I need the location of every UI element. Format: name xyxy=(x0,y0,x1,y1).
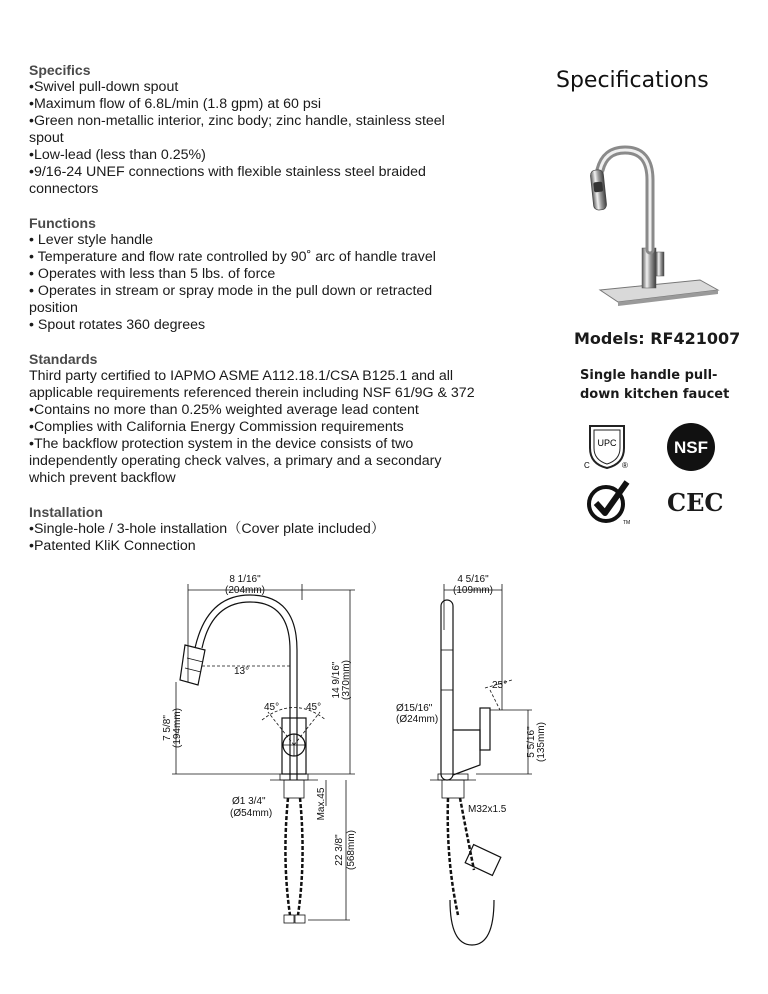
dim-angle-side: 25° xyxy=(492,680,508,691)
functions-title: Functions xyxy=(29,215,96,231)
dim-hose-length-mm: (568mm) xyxy=(346,829,357,871)
standards-line: •The backflow protection system in the device consists of two xyxy=(29,436,414,452)
specifics-line: •Green non-metallic interior, zinc body; zinc handle, stainless steel xyxy=(29,113,445,129)
specifics-line: connectors xyxy=(29,181,99,197)
functions-line: • Temperature and flow rate controlled by 90˚ arc of handle travel xyxy=(29,249,436,265)
specifics-line: •Swivel pull-down spout xyxy=(29,79,179,95)
checkmark-certification-icon xyxy=(585,478,633,526)
upc-logo xyxy=(582,422,632,472)
functions-line: • Operates with less than 5 lbs. of force xyxy=(29,266,276,282)
specifics-line: •Low-lead (less than 0.25%) xyxy=(29,147,206,163)
dim-hose-length: 22 3/8" xyxy=(334,834,345,866)
nsf-logo xyxy=(666,422,716,472)
standards-line: •Complies with California Energy Commission requirements xyxy=(29,419,404,435)
dim-angle-spout: 13° xyxy=(234,666,250,677)
svg-text:TM: TM xyxy=(623,520,631,526)
upc-logo-registered: ® xyxy=(622,461,628,470)
specifications-heading: Specifications xyxy=(556,68,709,93)
dim-thread: M32x1.5 xyxy=(468,804,507,815)
specifics-line: •Maximum flow of 6.8L/min (1.8 gpm) at 60 psi xyxy=(29,96,321,112)
dim-diam-base-mm: (Ø54mm) xyxy=(230,808,273,819)
faucet-product-image xyxy=(580,140,725,310)
standards-line: which prevent backflow xyxy=(29,470,176,486)
models-label: Models: RF421007 xyxy=(574,329,741,348)
spec-text-column xyxy=(29,62,529,555)
product-subtitle-line: Single handle pull- xyxy=(580,368,718,383)
functions-line: • Spout rotates 360 degrees xyxy=(29,317,206,333)
installation-line: •Single-hole / 3-hole installation（Cover plate included） xyxy=(29,521,385,537)
standards-title: Standards xyxy=(29,351,98,367)
standards-line: independently operating check valves, a primary and a secondary xyxy=(29,453,442,469)
standards-line: applicable requirements referenced therein including NSF 61/9G & 372 xyxy=(29,385,475,401)
installation-title: Installation xyxy=(29,504,103,520)
dim-height-handle: 7 5/8" xyxy=(162,715,173,741)
product-subtitle xyxy=(580,366,730,404)
specifics-line: •9/16-24 UNEF connections with flexible stainless steel braided xyxy=(29,164,426,180)
dim-height-total-mm: (370mm) xyxy=(341,659,352,701)
standards-line: •Contains no more than 0.25% weighted average lead content xyxy=(29,402,419,418)
upc-logo-c: C xyxy=(584,461,590,470)
dim-diam-body: Ø15/16" xyxy=(396,703,433,714)
dim-diam-base: Ø1 3/4" xyxy=(232,796,266,807)
dim-angle-right: 45° xyxy=(306,702,322,713)
dim-angle-left: 45° xyxy=(264,702,280,713)
dim-height-total: 14 9/16" xyxy=(331,661,342,699)
dim-max-deck: Max.45 xyxy=(316,787,327,821)
functions-line: • Lever style handle xyxy=(29,232,154,248)
product-subtitle-line: down kitchen faucet xyxy=(580,387,730,402)
installation-line: •Patented KliK Connection xyxy=(29,538,196,554)
dim-width-front-mm: (204mm) xyxy=(224,585,266,596)
functions-line: position xyxy=(29,300,78,316)
dim-width-front: 8 1/16" xyxy=(229,574,261,585)
dim-diam-body-mm: (Ø24mm) xyxy=(396,714,439,725)
dim-height-side-mm: (135mm) xyxy=(536,721,547,763)
dimension-diagram xyxy=(150,570,600,965)
upc-logo-text: UPC xyxy=(597,438,617,448)
dim-width-side-mm: (109mm) xyxy=(452,585,494,596)
standards-line: Third party certified to IAPMO ASME A112.18.1/CSA B125.1 and all xyxy=(29,368,454,384)
specifics-title: Specifics xyxy=(29,62,91,78)
functions-line: • Operates in stream or spray mode in the pull down or retracted xyxy=(29,283,433,299)
dim-height-side: 5 5/16" xyxy=(526,726,537,758)
specifics-line: spout xyxy=(29,130,64,146)
nsf-logo-text: NSF xyxy=(674,438,708,457)
dim-height-handle-mm: (194mm) xyxy=(172,707,183,749)
cec-logo: CEC xyxy=(667,488,724,517)
dim-width-side: 4 5/16" xyxy=(457,574,489,585)
